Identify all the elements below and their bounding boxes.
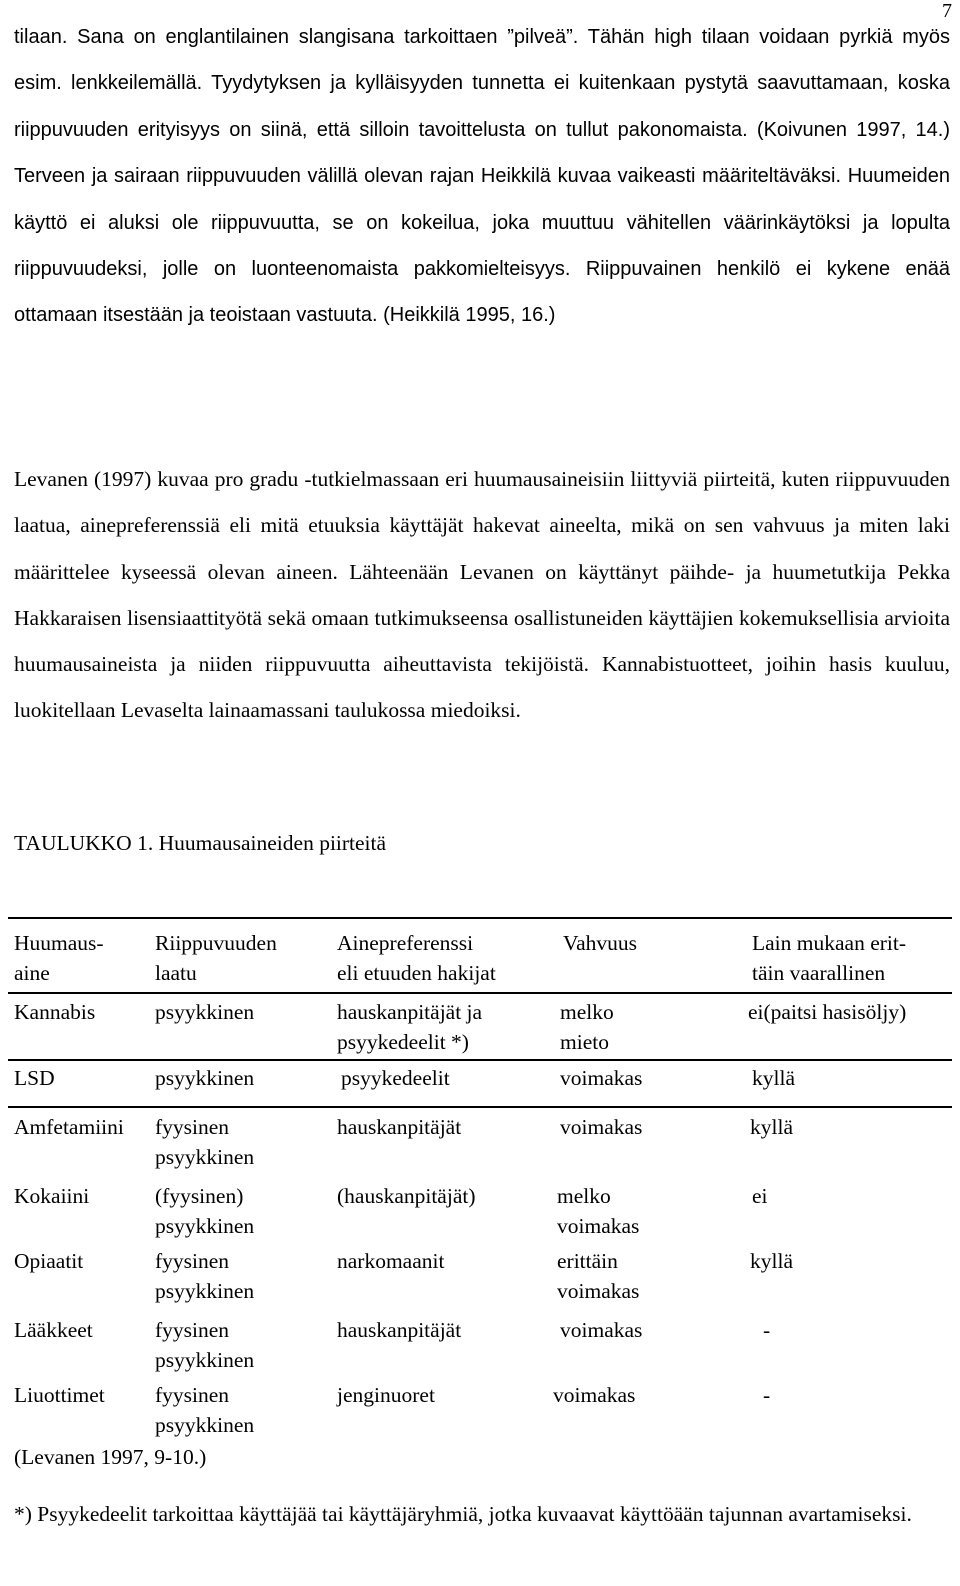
table-cell: fyysinen psyykkinen: [155, 1318, 255, 1372]
table-cell: melko mieto: [560, 1000, 614, 1054]
table-rule: [8, 1106, 952, 1108]
table-rule: [8, 992, 952, 994]
table-cell: narkomaanit: [337, 1249, 445, 1273]
table-cell: ei(paitsi hasisöljy): [748, 1000, 907, 1024]
table-cell: erittäin voimakas: [557, 1249, 640, 1303]
table-cell: kyllä: [752, 1066, 795, 1090]
table-cell: Liuottimet: [14, 1383, 105, 1407]
footnote: *) Psyykedeelit tarkoittaa käyttäjää tai käyttäjäryhmiä, jotka kuvaavat käyttöään tajunnan avartamiseksi.: [14, 1502, 912, 1526]
table-cell: kyllä: [750, 1249, 793, 1273]
table-cell: -: [763, 1318, 771, 1342]
header-cell: Vahvuus: [563, 931, 638, 955]
table-cell: voimakas: [553, 1383, 636, 1407]
table-cell: hauskanpitäjät ja psyykedeelit *): [337, 1000, 483, 1054]
table-cell: Kannabis: [14, 1000, 96, 1024]
table-cell: fyysinen psyykkinen: [155, 1115, 255, 1169]
table-cell: Opiaatit: [14, 1249, 84, 1273]
table-cell: Kokaiini: [14, 1184, 90, 1208]
table-rule: [8, 1059, 952, 1061]
table-cell: psyykedeelit: [341, 1066, 450, 1090]
table-cell: voimakas: [560, 1066, 643, 1090]
table-cell: Lääkkeet: [14, 1318, 93, 1342]
table-caption: TAULUKKO 1. Huumausaineiden piirteitä: [14, 831, 387, 855]
body-paragraph: tilaan. Sana on englantilainen slangisana tarkoittaen ”pilveä”. Tähän high tilaan voidaan pyrkiä myös esim. lenkkeilemällä. Tyydytyksen ja kylläisyyden tunnetta ei kuitenkaan pystytä saavuttamaan, koska riippuvuuden erityisyys on siinä, että silloin tavoittelusta on tullut pakonomaista. (Koivunen 1997, 14.) Terveen ja sairaan riippuvuuden välillä olevan rajan Heikkilä kuvaa vaikeasti määriteltäväksi. Huumeiden käyttö ei aluksi ole riippuvuutta, se on kokeilua, joka muuttuu vähitellen väärinkäytöksi ja lopulta riippuvuudeksi, jolle on luonteenomaista pakkomielteisyys. Riippuvainen henkilö ei kykene enää ottamaan itsestään ja teoistaan vastuuta. (Heikkilä 1995, 16.): [14, 26, 950, 327]
header-cell: Huumaus- aine: [14, 931, 104, 985]
table-cell: fyysinen psyykkinen: [155, 1383, 255, 1437]
table-cell: Amfetamiini: [14, 1115, 124, 1139]
table-source: (Levanen 1997, 9-10.): [14, 1445, 207, 1469]
header-cell: Riippuvuuden laatu: [155, 931, 277, 985]
table-cell: (hauskanpitäjät): [337, 1184, 476, 1208]
table-rule: [8, 917, 952, 919]
table-cell: voimakas: [560, 1318, 643, 1342]
table-cell: fyysinen psyykkinen: [155, 1249, 255, 1303]
table-cell: hauskanpitäjät: [337, 1115, 462, 1139]
table-cell: (fyysinen) psyykkinen: [155, 1184, 255, 1238]
table-cell: -: [763, 1383, 771, 1407]
table-cell: kyllä: [750, 1115, 793, 1139]
header-cell: Ainepreferenssi eli etuuden hakijat: [337, 931, 496, 985]
body-paragraph: Levanen (1997) kuvaa pro gradu -tutkielmassaan eri huumausaineisiin liittyviä piirteitä, kuten riippuvuuden laatua, ainepreferenssiä eli mitä etuuksia käyttäjät hakevat aineelta, mikä on sen vahvuus ja miten laki määrittelee kyseessä olevan aineen. Lähteenään Levanen on käyttänyt päihde- ja huumetutkija Pekka Hakkaraisen lisensiaattityötä sekä omaan tutkimukseensa osallistuneiden käyttäjien kokemuksellisia arvioita huumausaineista ja niiden riippuvuutta aiheuttavista tekijöistä. Kannabistuotteet, joihin hasis kuuluu, luokitellaan Levaselta lainaamassani taulukossa miedoiksi.: [14, 467, 950, 723]
page-number: 7: [942, 0, 952, 22]
table-cell: ei: [752, 1184, 768, 1208]
table-cell: psyykkinen: [155, 1000, 255, 1024]
table-cell: voimakas: [560, 1115, 643, 1139]
table-cell: hauskanpitäjät: [337, 1318, 462, 1342]
header-cell: Lain mukaan erit- täin vaarallinen: [752, 931, 907, 985]
table-cell: psyykkinen: [155, 1066, 255, 1090]
table-cell: LSD: [14, 1066, 55, 1090]
table-cell: melko voimakas: [557, 1184, 640, 1238]
table-cell: jenginuoret: [337, 1383, 435, 1407]
